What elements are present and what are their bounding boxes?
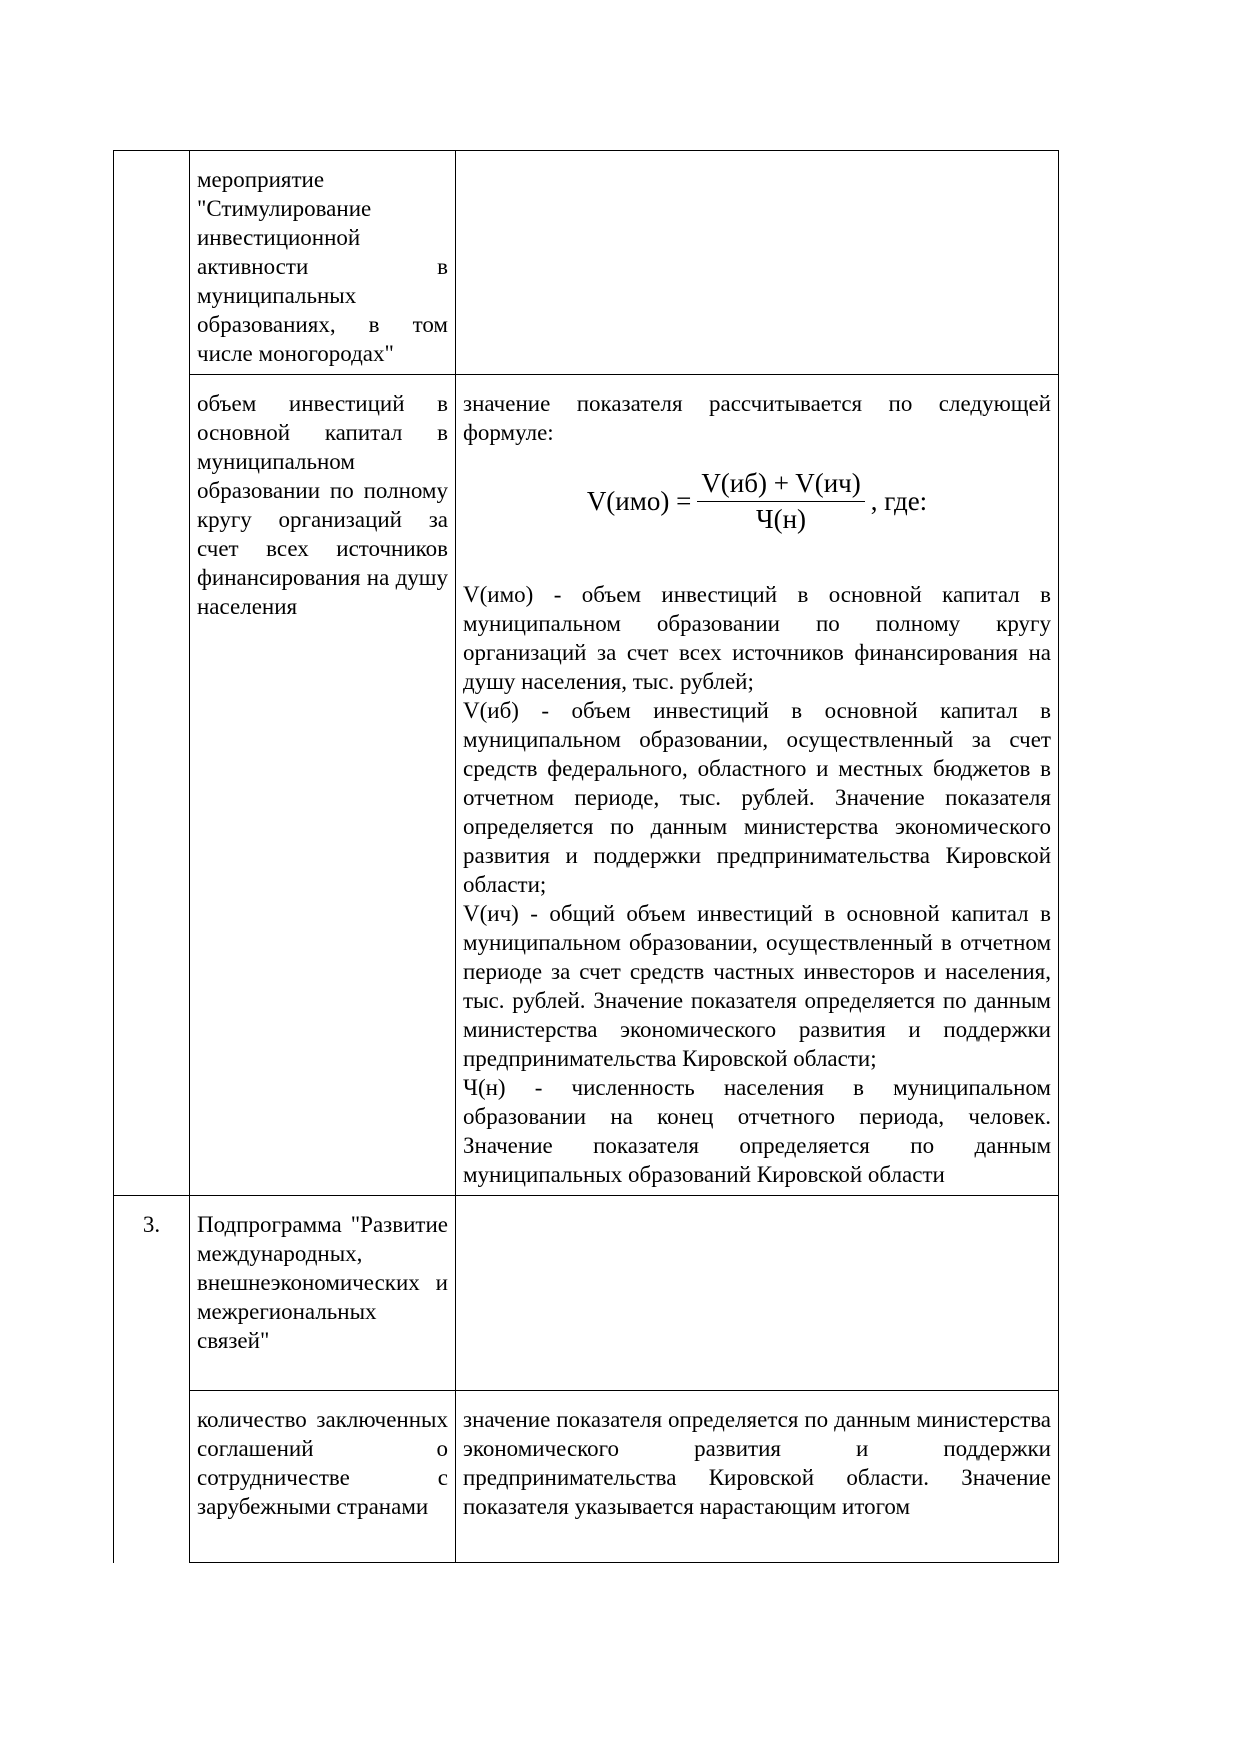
table-row	[114, 1391, 1059, 1563]
row-number-cell	[114, 375, 190, 1196]
table-row	[114, 1196, 1059, 1391]
formula-denominator: Ч(н)	[756, 504, 807, 534]
formula-fraction	[697, 469, 864, 534]
formula-intro: значение показателя рассчитывается по следующей формуле:	[463, 391, 1051, 445]
definition-vib: V(иб) - объем инвестиций в основной капитал в муниципальном образовании, осуществленный за счет средств федерального, областного и местных бюджетов в отчетном периоде, тыс. рублей. Значение показателя определяется по данным министерства экономического развития и поддержки предпринимательства Кировской области;	[463, 698, 1051, 897]
subprogram-name-cell: Подпрограмма "Развитие международных, внешнеэкономических и межрегиональных связей"	[190, 1196, 456, 1391]
indicator-description-cell	[456, 1196, 1059, 1391]
definition-vich: V(ич) - общий объем инвестиций в основной капитал в муниципальном образовании, осуществленный в отчетном периоде за счет средств частных инвесторов и населения, тыс. рублей. Значение показателя определяется по данным министерства экономического развития и поддержки предпринимательства Кировской области;	[463, 901, 1051, 1071]
row-number-cell: 3.	[114, 1196, 190, 1391]
indicator-name-cell: мероприятие "Стимулирование инвестиционной активности в муниципальных образованиях, в том числе моногородах"	[190, 151, 456, 375]
indicator-description-cell	[456, 375, 1059, 1196]
row-number-cell	[114, 1391, 190, 1563]
indicators-table	[113, 150, 1059, 1563]
indicator-description-cell	[456, 151, 1059, 375]
table-row	[114, 375, 1059, 1196]
formula-numerator: V(иб) + V(ич)	[697, 469, 864, 502]
definition-vimo: V(имо) - объем инвестиций в основной капитал в муниципальном образовании по полному кругу организаций за счет всех источников финансирования на душу населения, тыс. рублей;	[463, 582, 1051, 694]
formula	[463, 469, 1051, 534]
indicator-name-cell: объем инвестиций в основной капитал в муниципальном образовании по полному кругу организаций за счет всех источников финансирования на душу населения	[190, 375, 456, 1196]
definition-chn: Ч(н) - численность населения в муниципальном образовании на конец отчетного периода, человек. Значение показателя определяется по данным муниципальных образований Кировской области	[463, 1075, 1051, 1187]
formula-suffix: , где:	[870, 486, 928, 516]
row-number-cell	[114, 151, 190, 375]
indicator-description-cell: значение показателя определяется по данным министерства экономического развития и поддержки предпринимательства Кировской области. Значение показателя указывается нарастающим итогом	[456, 1391, 1059, 1563]
formula-lhs: V(имо) =	[586, 486, 692, 516]
indicator-name-cell: количество заключенных соглашений о сотрудничестве с зарубежными странами	[190, 1391, 456, 1563]
table-row	[114, 151, 1059, 375]
